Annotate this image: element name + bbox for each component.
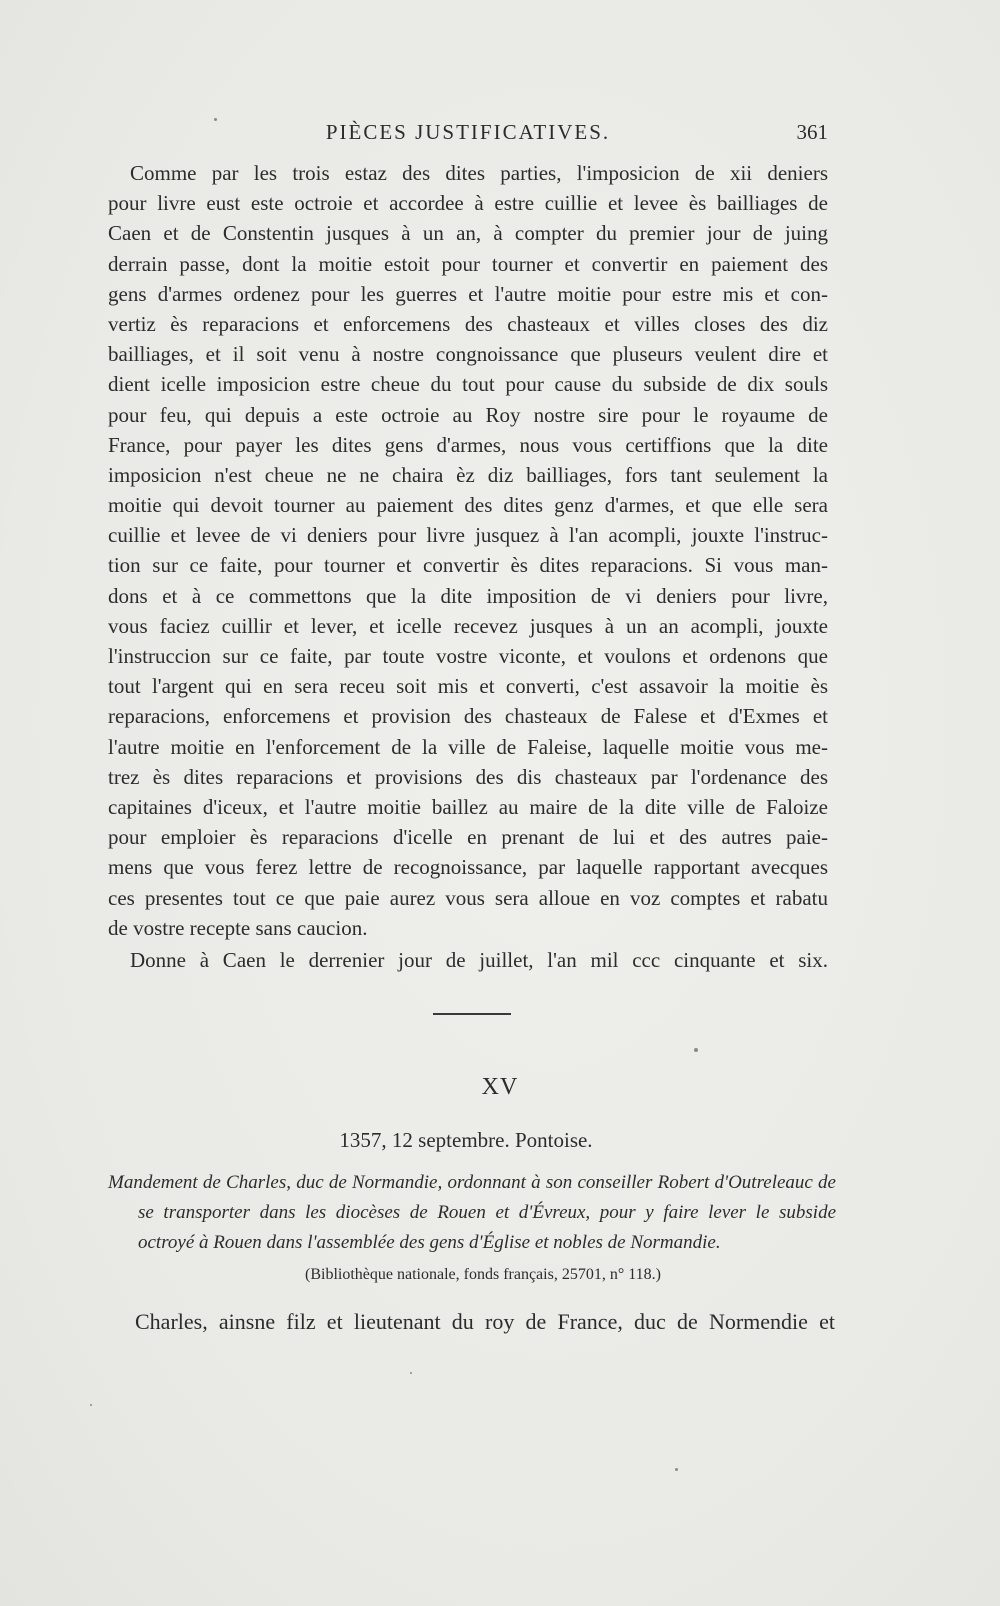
text-line: pour emploier ès reparacions d'icelle en prenant de lui et des autres paie- — [108, 825, 828, 850]
document-summary — [108, 1168, 836, 1258]
paper-speck — [410, 1372, 412, 1374]
source-citation: (Bibliothèque nationale, fonds français, 25701, n° 118.) — [305, 1266, 661, 1283]
running-head — [108, 120, 828, 150]
text-line: gens d'armes ordenez pour les guerres et l'autre moitie pour estre mis et con- — [108, 281, 828, 306]
text-line: vous faciez cuillir et lever, et icelle recevez jusques à un an acompli, jouxte — [108, 613, 828, 638]
text-line: pour livre eust este octroie et accordee à estre cuillie et levee ès bailliages de — [108, 191, 828, 216]
text-line: l'autre moitie en l'enforcement de la ville de Faleise, laquelle moitie vous me- — [108, 734, 828, 759]
text-line: dons et à ce commettons que la dite imposition de vi deniers pour livre, — [108, 583, 828, 608]
text-line: Caen et de Constentin jusques à un an, à compter du premier jour de juing — [108, 221, 828, 246]
text-line: derrain passe, dont la moitie estoit pour tourner et convertir en paiement des — [108, 251, 828, 276]
text-line: ces presentes tout ce que paie aurez vous sera alloue en voz comptes et rabatu — [108, 885, 828, 910]
section-divider — [433, 1013, 511, 1015]
text-line: de vostre recepte sans caucion. — [108, 915, 368, 940]
summary-line: se transporter dans les diocèses de Rouen et d'Évreux, pour y faire lever le subside — [138, 1202, 836, 1223]
text-line: imposicion n'est cheue ne ne chaira èz diz bailliages, fors tant seulement la — [108, 462, 828, 487]
document-date-line: 1357, 12 septembre. Pontoise. — [339, 1128, 593, 1152]
text-line: Comme par les trois estaz des dites parties, l'imposicion de xii deniers — [130, 161, 828, 185]
text-line: pour feu, qui depuis a este octroie au Roy nostre sire pour le royaume de — [108, 402, 828, 427]
text-line: tion sur ce faite, pour tourner et convertir ès dites reparacions. Si vous man- — [108, 553, 828, 578]
text-line: tout l'argent qui en sera receu soit mis et converti, c'est assavoir la moitie ès — [108, 674, 828, 699]
summary-line: octroyé à Rouen dans l'assemblée des gens d'Église et nobles de Normandie. — [138, 1232, 721, 1253]
paper-speck — [675, 1468, 678, 1471]
text-line: trez ès dites reparacions et provisions des dis chasteaux par l'ordenance des — [108, 764, 828, 789]
page-number: 361 — [796, 120, 828, 144]
text-line: capitaines d'iceux, et l'autre moitie baillez au maire de la dite ville de Faloize — [108, 794, 828, 819]
running-title: PIÈCES JUSTIFICATIVES. — [325, 120, 611, 144]
document-number: XV — [481, 1074, 519, 1100]
summary-line: Mandement de Charles, duc de Normandie, ordonnant à son conseiller Robert d'Outreleauc de — [108, 1172, 836, 1193]
text-line: bailliages, et il soit venu à nostre congnoissance que pluseurs veulent dire et — [108, 342, 828, 367]
text-line: vertiz ès reparacions et enforcemens des chasteaux et villes closes des diz — [108, 311, 828, 336]
text-line: cuillie et levee de vi deniers pour livre jusquez à l'an acompli, jouxte l'instruc- — [108, 523, 828, 548]
paper-speck — [694, 1048, 698, 1052]
closing-line: Donne à Caen le derrenier jour de juillet, l'an mil ccc cinquante et six. — [130, 948, 828, 972]
body-text — [108, 158, 828, 943]
text-line: dient icelle imposicion estre cheue du tout pour cause du subside de dix souls — [108, 372, 828, 397]
text-line: l'instruccion sur ce faite, par toute vostre viconte, et voulons et ordenons que — [108, 644, 828, 668]
paper-speck — [214, 118, 217, 121]
text-line: moitie qui devoit tourner au paiement des dites genz d'armes, et que elle sera — [108, 493, 828, 518]
document-opening-line: Charles, ainsne filz et lieutenant du roy de France, duc de Normendie et — [135, 1309, 835, 1334]
text-line: reparacions, enforcemens et provision des chasteaux de Falese et d'Exmes et — [108, 704, 828, 729]
text-line: France, pour payer les dites gens d'armes, nous vous certiffions que la dite — [108, 432, 828, 457]
paper-speck — [90, 1404, 92, 1406]
text-line: mens que vous ferez lettre de recognoissance, par laquelle rapportant avecques — [108, 855, 828, 880]
